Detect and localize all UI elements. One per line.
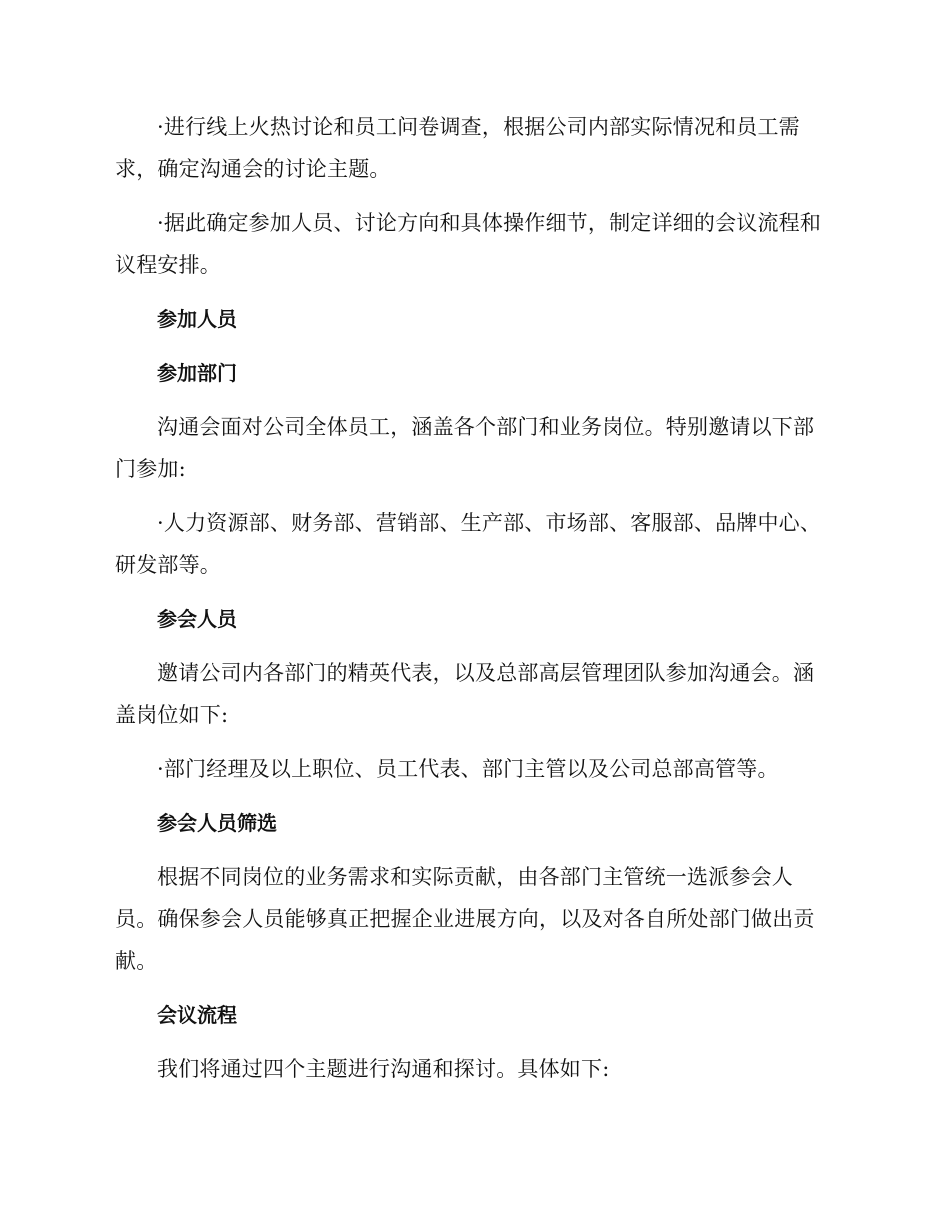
bullet-paragraph-attendee-positions: ·部门经理及以上职位、员工代表、部门主管以及公司总部高管等。 (157, 757, 779, 781)
paragraph-attendee-selection: 根据不同岗位的业务需求和实际贡献，由各部门主管统一选派参会人员。确保参会人员能够真正把握企业进展方向，以及对各自所处部门做出贡献。 (115, 865, 815, 973)
section-heading-participants: 参加人员 (157, 307, 237, 331)
paragraph-departments-intro: 沟通会面对公司全体员工，涵盖各个部门和业务岗位。特别邀请以下部门参加: (115, 415, 815, 481)
section-heading-attendees: 参会人员 (157, 607, 237, 631)
bullet-paragraph-meeting-agenda: ·据此确定参加人员、讨论方向和具体操作细节，制定详细的会议流程和议程安排。 (115, 211, 822, 277)
section-heading-departments: 参加部门 (157, 361, 237, 385)
section-heading-meeting-process: 会议流程 (157, 1003, 237, 1027)
bullet-paragraph-online-discussion: ·进行线上火热讨论和员工问卷调查，根据公司内部实际情况和员工需求，确定沟通会的讨论主题。 (115, 115, 800, 181)
paragraph-attendees-intro: 邀请公司内各部门的精英代表，以及总部高层管理团队参加沟通会。涵盖岗位如下: (115, 661, 815, 727)
paragraph-meeting-process-intro: 我们将通过四个主题进行沟通和探讨。具体如下: (157, 1057, 610, 1081)
bullet-paragraph-department-list: ·人力资源部、财务部、营销部、生产部、市场部、客服部、品牌中心、研发部等。 (115, 511, 822, 577)
section-heading-attendee-selection: 参会人员筛选 (157, 811, 277, 835)
